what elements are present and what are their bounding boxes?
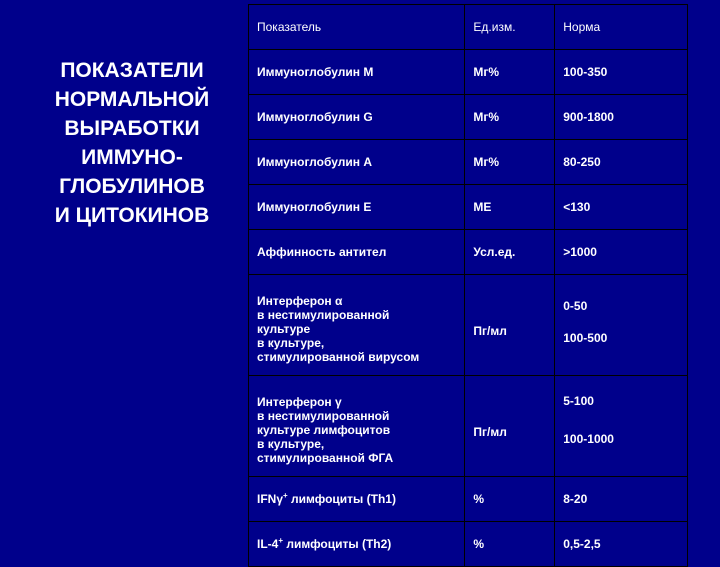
indicator-cell: Иммуноглобулин G bbox=[249, 95, 465, 140]
indicator-cell: Иммуноглобулин А bbox=[249, 140, 465, 185]
unit-cell: Мг% bbox=[465, 140, 555, 185]
indicator-cell: Интерферон α в нестимулированной культуре в культуре, стимулированной вирусом bbox=[249, 275, 465, 376]
table-row bbox=[249, 477, 688, 522]
norm-cell: 100-350 bbox=[555, 50, 688, 95]
norm-cell: 900-1800 bbox=[555, 95, 688, 140]
table-row bbox=[249, 95, 688, 140]
indicator-cell: IFNγ+ лимфоциты (Th1) bbox=[249, 477, 465, 522]
norm-value: 5-100 bbox=[563, 394, 594, 408]
indicator-cell: Иммуноглобулин Е bbox=[249, 185, 465, 230]
header-unit: Ед.изм. bbox=[465, 5, 555, 50]
table-row bbox=[249, 376, 688, 477]
header-indicator: Показатель bbox=[249, 5, 465, 50]
unit-cell: % bbox=[465, 477, 555, 522]
norm-cell: 0,5-2,5 bbox=[555, 522, 688, 567]
unit-cell: % bbox=[465, 522, 555, 567]
table-row bbox=[249, 275, 688, 376]
norm-value: 100-500 bbox=[563, 331, 608, 345]
table-row bbox=[249, 230, 688, 275]
table-row bbox=[249, 522, 688, 567]
norm-cell bbox=[555, 376, 688, 477]
table-row bbox=[249, 50, 688, 95]
norm-cell: 80-250 bbox=[555, 140, 688, 185]
header-norm: Норма bbox=[555, 5, 688, 50]
indicator-cell: Интерферон γ в нестимулированной культуре лимфоцитов в культуре, стимулированной ФГА bbox=[249, 376, 465, 477]
slide-title: ПОКАЗАТЕЛИ НОРМАЛЬНОЙ ВЫРАБОТКИ ИММУНО- ГЛОБУЛИНОВ И ЦИТОКИНОВ bbox=[54, 59, 210, 227]
unit-cell: Мг% bbox=[465, 95, 555, 140]
norms-table bbox=[248, 4, 688, 567]
indicator-cell: Иммуноглобулин М bbox=[249, 50, 465, 95]
unit-cell: Мг% bbox=[465, 50, 555, 95]
indicator-cell: Аффинность антител bbox=[249, 230, 465, 275]
norm-cell: 8-20 bbox=[555, 477, 688, 522]
table-header-row bbox=[249, 5, 688, 50]
norm-value: 100-1000 bbox=[563, 432, 614, 446]
table-row bbox=[249, 140, 688, 185]
indicator-cell: IL-4+ лимфоциты (Th2) bbox=[249, 522, 465, 567]
unit-cell: МЕ bbox=[465, 185, 555, 230]
norm-cell bbox=[555, 275, 688, 376]
unit-cell: Пг/мл bbox=[465, 376, 555, 477]
norm-cell: >1000 bbox=[555, 230, 688, 275]
unit-cell: Пг/мл bbox=[465, 275, 555, 376]
norm-value: 0-50 bbox=[563, 299, 588, 313]
unit-cell: Усл.ед. bbox=[465, 230, 555, 275]
table-row bbox=[249, 185, 688, 230]
norm-cell: <130 bbox=[555, 185, 688, 230]
